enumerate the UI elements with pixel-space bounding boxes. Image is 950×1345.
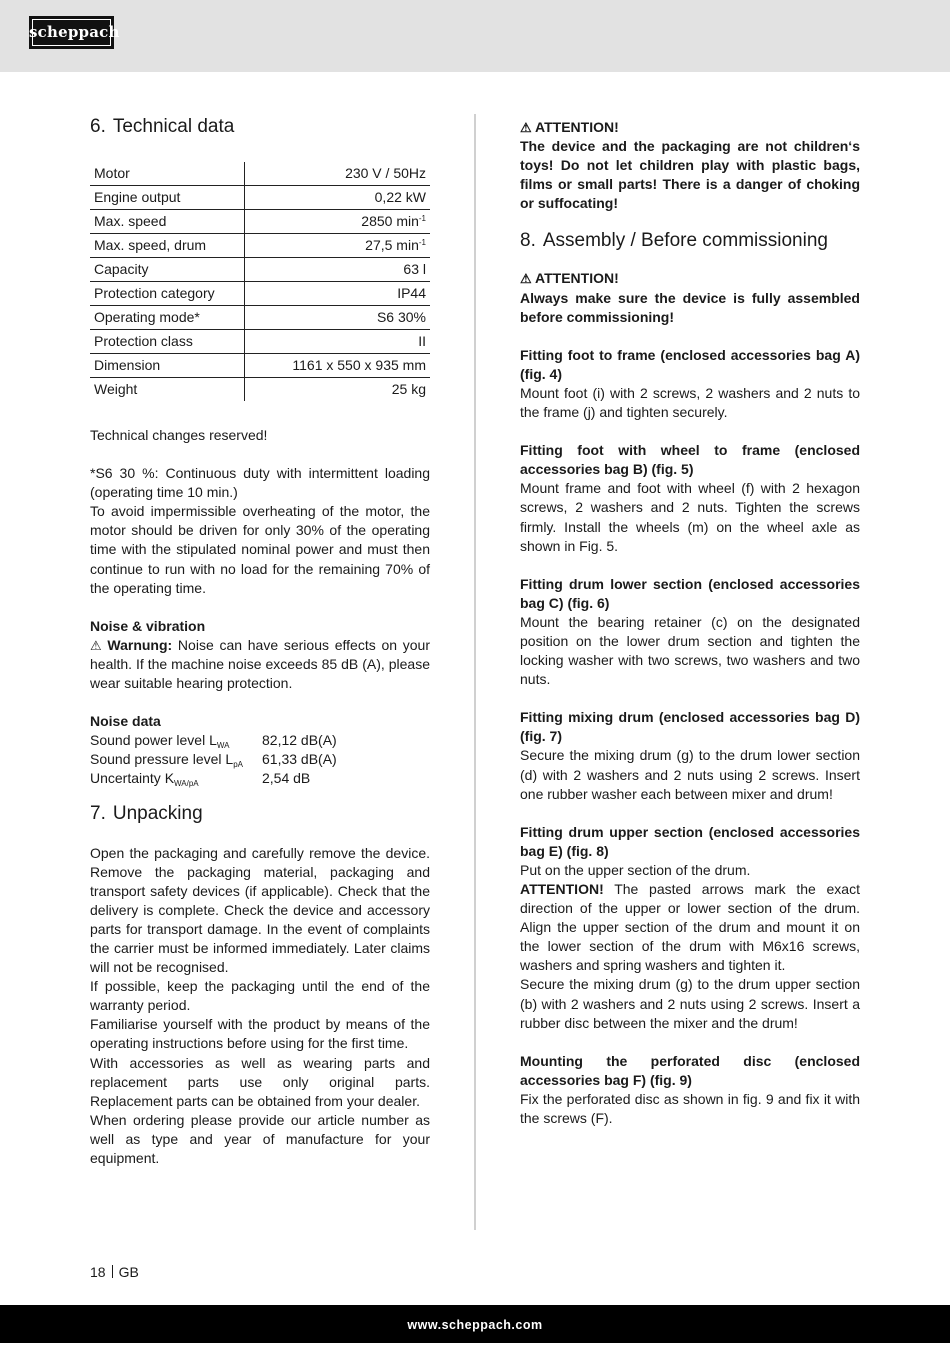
spec-value: 1161 x 550 x 935 mm [245,354,431,378]
noise-vibration-heading: Noise & vibration [90,617,206,634]
table-row [90,330,430,354]
column-divider [474,114,476,1230]
step-body: Fix the perforated disc as shown in fig. 9 and fix it with the screws (F). [520,1090,860,1127]
warning-triangle-icon: ⚠ [520,271,532,287]
website-url[interactable]: www.scheppach.com [407,1318,543,1332]
warning-triangle-icon: ⚠ [90,637,102,653]
s6-note: *S6 30 %: Continuous duty with intermittent loading (operating time 10 min.) [90,465,430,501]
step-body: Mount foot (i) with 2 screws, 2 washers and 2 nuts to the frame (j) and tighten securely. [520,384,860,421]
spec-label: Protection category [90,282,245,306]
technical-data-table [90,162,430,401]
step-body: ATTENTION! The pasted arrows mark the exact direction of the upper or lower section of the drum. Align the upper section of the drum and mount it on the lower section of the drum with M6x16 screws, washers and spring washers and tighten it. [520,881,860,974]
header-bar [0,0,950,72]
step-heading: Mounting the perforated disc (enclosed accessories bag F) (fig. 9) [520,1052,860,1088]
attention-label: ⚠ ATTENTION! [520,269,860,288]
attention-text: Always make sure the device is fully assembled before commissioning! [520,289,860,325]
spec-label: Weight [90,378,245,402]
spec-label: Engine output [90,186,245,210]
section-title-technical-data: 6. Technical data [90,116,235,137]
table-row [90,282,430,306]
noise-data-row: Sound power level $L_{WA}$ 82,12 dB(A) [90,732,337,751]
spec-value: 230 V / 50Hz [245,162,431,186]
step-heading: Fitting mixing drum (enclosed accessories bag D) (fig. 7) [520,709,860,745]
spec-value: 0,22 kW [245,186,431,210]
table-row [90,162,430,186]
spec-label: Dimension [90,354,245,378]
spec-label: Operating mode* [90,306,245,330]
table-row [90,354,430,378]
spec-value: 2850 $\min^{-1}$ [245,210,431,234]
spec-label: Capacity [90,258,245,282]
page-number: 18 GB [90,1264,139,1280]
unpacking-paragraph: When ordering please provide our article number as well as type and year of manufacture for your equipment. [90,1111,430,1166]
spec-value: IP44 [245,282,431,306]
right-column [520,118,860,1128]
unpacking-paragraph: Familiarise yourself with the product by means of the operating instructions before using for the first time. [90,1016,430,1052]
technical-changes-note: Technical changes reserved! [90,427,268,443]
table-row [90,186,430,210]
section-title-assembly: 8. Assembly / Before commissioning [520,230,828,252]
left-column [90,114,430,1168]
footer-bar [0,1305,950,1343]
step-heading: Fitting drum lower section (enclosed accessories bag C) (fig. 6) [520,575,860,611]
step-body: Secure the mixing drum (g) to the drum lower section (d) with 2 washers and 2 nuts using 2 screws. Insert one rubber washer each between mixer and drum! [520,747,860,802]
warning-triangle-icon: ⚠ [520,120,532,135]
noise-data-row: Uncertainty $K_{WA/pA}$ 2,54 dB [90,770,311,789]
attention-text: The device and the packaging are not children‘s toys! Do not let children play with plastic bags, films or small parts! There is a danger of choking or suffocating! [520,138,860,212]
spec-value: 25 kg [391,381,426,397]
spec-value: II [245,330,431,354]
attention-label: ⚠ ATTENTION! [520,118,860,137]
spec-label: Max. speed [90,210,245,234]
table-row [90,258,430,282]
step-heading: Fitting drum upper section (enclosed accessories bag E) (fig. 8) [520,823,860,859]
unpacking-paragraph: With accessories as well as wearing parts and replacement parts use only original parts. Replacement parts can be obtained from your dealer. [90,1054,430,1109]
unpacking-paragraph: Open the packaging and carefully remove the device. Remove the packaging material, packaging and transport safety devices (if applicable). Check that the delivery is complete. Check the device and accessory parts for transport damage. In the event of complaints the carrier must be informed immediately. Later claims will not be recognised. [90,844,430,976]
unpacking-paragraph: If possible, keep the packaging until the end of the warranty period. [90,978,430,1014]
spec-label: Motor [90,162,245,186]
table-row [90,234,430,258]
step-body: Mount the bearing retainer (c) on the designated position on the lower drum section and tighten the locking washer with two screws, two washers and two nuts. [520,613,860,688]
section-title-unpacking: 7. Unpacking [90,802,203,824]
table-row [90,306,430,330]
step-heading: Fitting foot with wheel to frame (enclosed accessories bag B) (fig. 5) [520,442,860,478]
spec-value: 27,5 $\min^{-1}$ [245,234,431,258]
step-body: Secure the mixing drum (g) to the drum upper section (b) with 2 washers and 2 nuts using 2 screws. Insert a rubber disc between the mixer and the drum! [520,976,860,1031]
spec-label: Protection class [90,330,245,354]
spec-value: 63 l [245,258,431,282]
table-row [90,210,430,234]
spec-value: S6 30% [245,306,431,330]
step-heading: Fitting foot to frame (enclosed accessories bag A) (fig. 4) [520,346,860,382]
scheppach-logo: scheppach [29,16,114,49]
table-row [90,378,430,402]
spec-label: Max. speed, drum [90,234,245,258]
overheating-note: To avoid impermissible overheating of the motor, the motor should be driven for only 30% of the operating time with the stipulated nominal power and must then continue to run with no load for the remaining 70% of the operating time. [90,503,430,596]
noise-data-heading: Noise data [90,713,161,730]
step-body: Mount frame and foot with wheel (f) with 2 hexagon screws, 2 washers and 2 nuts. Tighten the screws firmly. Install the wheels (m) on the wheel axle as shown in Fig. 5. [520,480,860,554]
noise-warning: ⚠ Warnung: Noise can have serious effects on your health. If the machine noise exceeds 85 dB (A), please wear suitable hearing protection. [90,636,430,692]
step-body: Put on the upper section of the drum. [520,861,751,878]
noise-data-row: Sound pressure level $L_{pA}$ 61,33 dB(A) [90,751,337,770]
